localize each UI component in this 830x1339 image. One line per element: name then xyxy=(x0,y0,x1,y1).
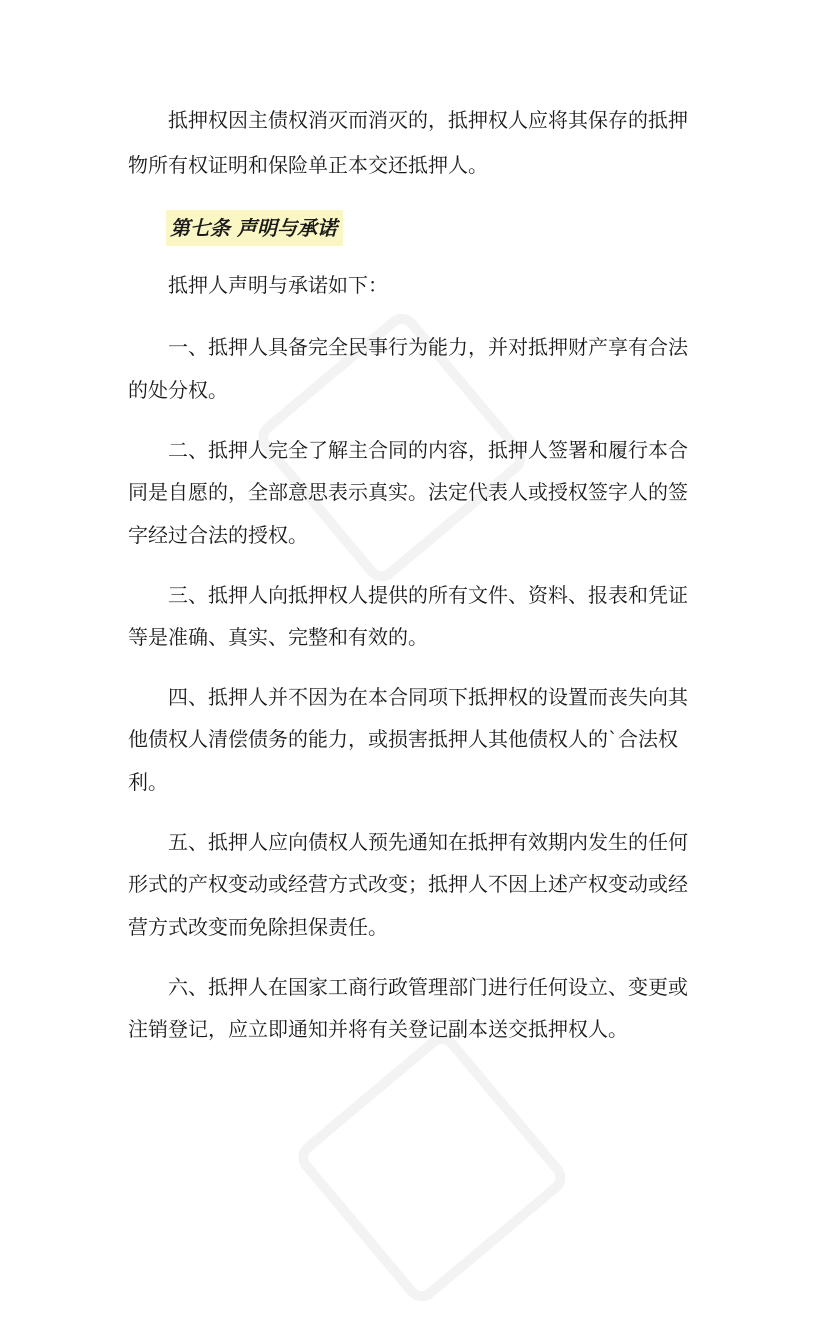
item-line: 利。 xyxy=(128,770,168,794)
watermark xyxy=(291,1001,629,1339)
item-line: 等是准确、真实、完整和有效的。 xyxy=(128,625,428,649)
item-line: 字经过合法的授权。 xyxy=(128,523,308,547)
item-line: 同是自愿的，全部意思表示真实。法定代表人或授权签字人的签 xyxy=(128,480,688,504)
item-line: 注销登记，应立即通知并将有关登记副本送交抵押权人。 xyxy=(128,1017,628,1041)
item-line: 二、抵押人完全了解主合同的内容，抵押人签署和履行本合 xyxy=(168,438,688,462)
item-line: 六、抵押人在国家工商行政管理部门进行任何设立、变更或 xyxy=(168,975,688,999)
item-line: 的处分权。 xyxy=(128,378,228,402)
lead-text: 抵押人声明与承诺如下： xyxy=(168,273,388,297)
item-line: 四、抵押人并不因为在本合同项下抵押权的设置而丧失向其 xyxy=(168,685,688,709)
section-heading-highlight xyxy=(166,210,343,246)
paragraph-line: 抵押权因主债权消灭而消灭的，抵押权人应将其保存的抵押 xyxy=(168,108,688,132)
item-line: 三、抵押人向抵押权人提供的所有文件、资料、报表和凭证 xyxy=(168,583,688,607)
watermark-frame xyxy=(291,1027,573,1309)
item-line: 五、抵押人应向债权人预先通知在抵押有效期内发生的任何 xyxy=(168,830,688,854)
item-line: 营方式改变而免除担保责任。 xyxy=(128,915,388,939)
item-line: 形式的产权变动或经营方式改变；抵押人不因上述产权变动或经 xyxy=(128,872,688,896)
item-line: 一、抵押人具备完全民事行为能力，并对抵押财产享有合法 xyxy=(168,335,688,359)
section-heading: 第七条 声明与承诺 xyxy=(170,216,337,240)
paragraph-line: 物所有权证明和保险单正本交还抵押人。 xyxy=(128,153,488,177)
item-line: 他债权人清偿债务的能力，或损害抵押人其他债权人的`合法权 xyxy=(128,727,678,751)
